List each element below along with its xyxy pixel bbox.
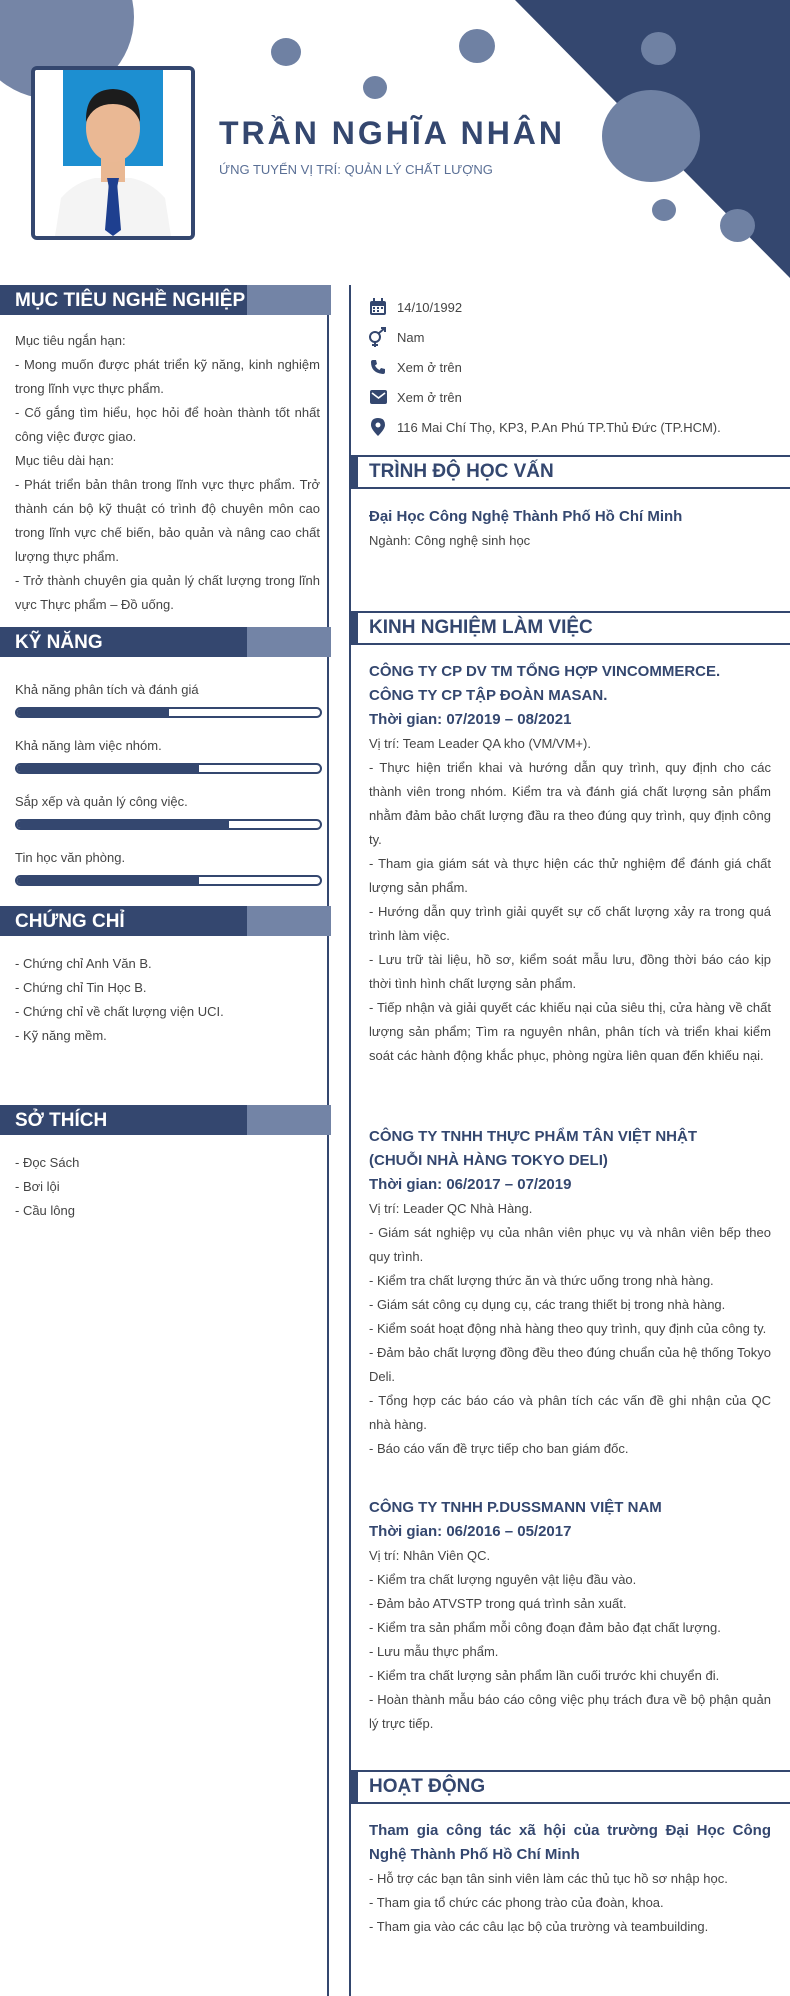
decor-circle-large-right — [602, 90, 700, 182]
header — [0, 0, 790, 285]
job-duty: - Báo cáo vấn đề trực tiếp cho ban giám đốc. — [369, 1441, 629, 1456]
certificate-list — [15, 952, 320, 1048]
objective-text: Mục tiêu ngắn hạn: - Mong muốn được phát triển kỹ năng, kinh nghiệm trong lĩnh vực thực phẩm. - Cố gắng tìm hiểu, học hỏi để hoàn thành tốt nhất công việc được giao. Mục tiêu dài hạn: - Phát triển bản thân trong lĩnh vực thực phẩm. Trở thành cán bộ kỹ thuật có trình độ chuyên môn cao trong lĩnh vực chế biến, bảo quản và nâng cao chất lượng thực phẩm. - Trở thành chuyên gia quản lý chất lượng trong lĩnh vực Thực phẩm – Đồ uống. — [15, 333, 320, 612]
company-name: (CHUỖI NHÀ HÀNG TOKYO DELI) — [369, 1152, 608, 1169]
phone-icon — [367, 356, 389, 378]
section-title-activities: HOẠT ĐỘNG — [349, 1770, 790, 1804]
job-duty: - Hoàn thành mẫu báo cáo công việc phụ trách đưa về bộ phận quản lý trực tiếp. — [369, 1692, 771, 1731]
experience-item — [369, 660, 771, 1068]
job-role: Vị trí: Nhân Viên QC. — [369, 1548, 491, 1563]
skill-bar — [15, 707, 322, 718]
job-duty: - Đảm bảo chất lượng đồng đều theo đúng chuẩn của hệ thống Tokyo Deli. — [369, 1345, 771, 1384]
certificate-item: - Chứng chỉ về chất lượng viện UCI. — [15, 1004, 224, 1019]
contact-gender: Nam — [367, 326, 424, 348]
job-duty: - Giám sát công cụ dụng cụ, các trang thiết bị trong nhà hàng. — [369, 1297, 726, 1312]
experience-item — [369, 1496, 771, 1736]
company-name: CÔNG TY TNHH P.DUSSMANN VIỆT NAM — [369, 1499, 662, 1516]
decor-circle — [271, 38, 301, 66]
decor-circle — [652, 199, 676, 221]
contact-birthday: 14/10/1992 — [367, 296, 462, 318]
activity-title: Tham gia công tác xã hội của trường Đại Học Công Nghệ Thành Phố Hồ Chí Minh — [369, 1822, 771, 1863]
hobby-item: - Đọc Sách — [15, 1155, 80, 1170]
hobby-item: - Cầu lông — [15, 1203, 75, 1218]
section-title-certificates: CHỨNG CHỈ — [0, 906, 331, 936]
job-duty: - Tham gia giám sát và thực hiện các thử nghiệm để đánh giá chất lượng sản phẩm. — [369, 856, 771, 895]
contact-phone: Xem ở trên — [367, 356, 462, 378]
job-duty: - Hướng dẫn quy trình giải quyết sự cố chất lượng xảy ra trong quá trình làm việc. — [369, 904, 771, 943]
contact-address: 116 Mai Chí Thọ, KP3, P.An Phú TP.Thủ Đức (TP.HCM). — [367, 416, 721, 438]
section-title-objective: MỤC TIÊU NGHỀ NGHIỆP — [0, 285, 331, 315]
contact-email: Xem ở trên — [367, 386, 462, 408]
job-duty: - Kiểm soát hoạt động nhà hàng theo quy trình, quy định của công ty. — [369, 1321, 767, 1336]
job-duty: - Kiểm tra chất lượng sản phẩm lần cuối trước khi chuyển đi. — [369, 1668, 720, 1683]
section-title-skills: KỸ NĂNG — [0, 627, 331, 657]
job-role: Vị trí: Team Leader QA kho (VM/VM+). — [369, 736, 591, 751]
education-block — [369, 505, 771, 553]
decor-circle — [641, 32, 676, 65]
job-duty: - Lưu trữ tài liệu, hồ sơ, kiểm soát mẫu lưu, đồng thời báo cáo kịp thời tình hình chất lượng sản phẩm. — [369, 952, 771, 991]
employment-period: Thời gian: 06/2017 – 07/2019 — [369, 1176, 572, 1193]
skill-item: Tin học văn phòng. — [15, 848, 322, 886]
skill-item: Khả năng phân tích và đánh giá — [15, 680, 322, 718]
job-duty: - Giám sát nghiệp vụ của nhân viên phục vụ và nhân viên bếp theo quy trình. — [369, 1225, 771, 1264]
section-title-education: TRÌNH ĐỘ HỌC VẤN — [349, 455, 790, 489]
company-name: CÔNG TY CP TẬP ĐOÀN MASAN. — [369, 687, 608, 704]
decor-circle — [459, 29, 495, 63]
envelope-icon — [367, 386, 389, 408]
job-duty: - Lưu mẫu thực phẩm. — [369, 1644, 499, 1659]
activity-item: - Hỗ trợ các bạn tân sinh viên làm các thủ tục hồ sơ nhập học. — [369, 1871, 728, 1886]
school-name: Đại Học Công Nghệ Thành Phố Hồ Chí Minh — [369, 508, 683, 525]
experience-item — [369, 1125, 771, 1461]
activities-block — [369, 1819, 771, 1939]
right-column-divider — [349, 285, 351, 1996]
candidate-name: TRẦN NGHĨA NHÂN — [219, 115, 566, 151]
gender-icon — [367, 326, 389, 348]
employment-period: Thời gian: 06/2016 – 05/2017 — [369, 1523, 572, 1540]
decor-circle — [720, 209, 755, 242]
skill-bar — [15, 763, 322, 774]
company-name: CÔNG TY TNHH THỰC PHẨM TÂN VIỆT NHẬT — [369, 1128, 697, 1145]
activity-item: - Tham gia tổ chức các phong trào của đoàn, khoa. — [369, 1895, 664, 1910]
job-duty: - Đảm bảo ATVSTP trong quá trình sản xuất. — [369, 1596, 627, 1611]
job-duty: - Kiểm tra sản phẩm mỗi công đoạn đảm bảo đạt chất lượng. — [369, 1620, 721, 1635]
hobby-list — [15, 1151, 320, 1223]
job-duty: - Kiểm tra chất lượng thức ăn và thức uống trong nhà hàng. — [369, 1273, 714, 1288]
applied-position: ỨNG TUYỂN VỊ TRÍ: QUẢN LÝ CHẤT LƯỢNG — [219, 162, 493, 177]
skill-item: Sắp xếp và quản lý công việc. — [15, 792, 322, 830]
decor-circle — [363, 76, 387, 99]
certificate-item: - Chứng chỉ Tin Học B. — [15, 980, 147, 995]
skill-item: Khả năng làm việc nhóm. — [15, 736, 322, 774]
section-title-experience: KINH NGHIỆM LÀM VIỆC — [349, 611, 790, 645]
job-duty: - Kiểm tra chất lượng nguyên vật liệu đầu vào. — [369, 1572, 637, 1587]
job-duty: - Tổng hợp các báo cáo và phân tích các vấn đề ghi nhận của QC nhà hàng. — [369, 1393, 771, 1432]
skill-bar — [15, 819, 322, 830]
skill-bar — [15, 875, 322, 886]
section-title-hobbies: SỞ THÍCH — [0, 1105, 331, 1135]
certificate-item: - Chứng chỉ Anh Văn B. — [15, 956, 152, 971]
left-column-divider — [327, 285, 329, 1996]
profile-photo — [31, 66, 195, 240]
company-name: CÔNG TY CP DV TM TỔNG HỢP VINCOMMERCE. — [369, 663, 721, 680]
calendar-icon — [367, 296, 389, 318]
major: Ngành: Công nghệ sinh học — [369, 533, 531, 548]
employment-period: Thời gian: 07/2019 – 08/2021 — [369, 711, 572, 728]
location-pin-icon — [367, 416, 389, 438]
job-duty: - Thực hiện triển khai và hướng dẫn quy trình, quy định cho các thành viên trong nhóm. Kiểm tra và đánh giá chất lượng sản phẩm nhằm đảm bảo chất lượng đầu ra theo đúng quy trình, quy định công ty. — [369, 760, 771, 847]
certificate-item: - Kỹ năng mềm. — [15, 1028, 107, 1043]
job-duty: - Tiếp nhận và giải quyết các khiếu nại của siêu thị, cửa hàng về chất lượng sản phẩm; Tìm ra nguyên nhân, phân tích và triển khai kiểm soát các hành động khắc phục, phòng ngừa liên quan đến khiếu nại. — [369, 1000, 771, 1063]
activity-item: - Tham gia vào các câu lạc bộ của trường và teambuilding. — [369, 1919, 709, 1934]
job-role: Vị trí: Leader QC Nhà Hàng. — [369, 1201, 533, 1216]
hobby-item: - Bơi lội — [15, 1179, 60, 1194]
